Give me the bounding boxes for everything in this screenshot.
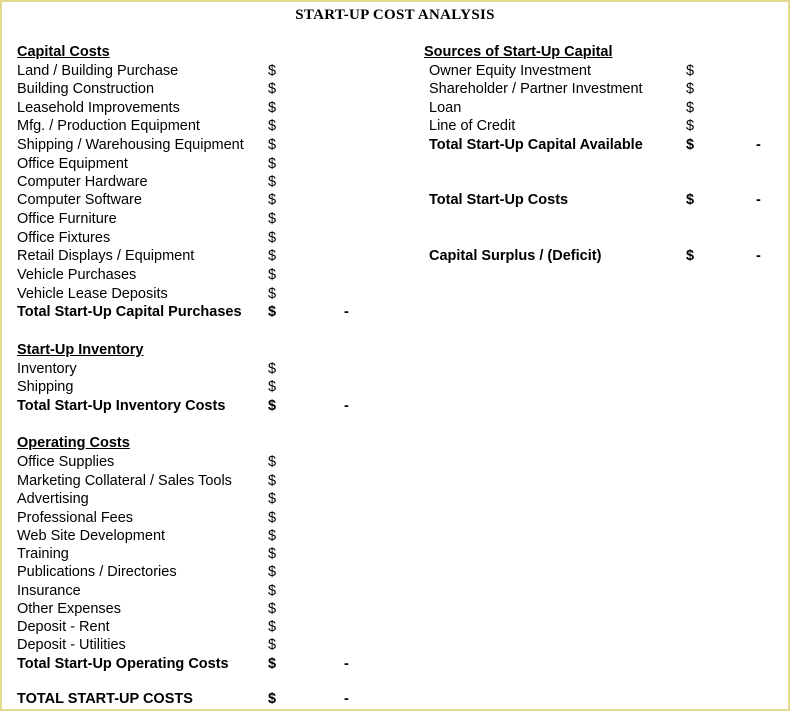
inventory-heading: Start-Up Inventory: [17, 342, 144, 358]
total-label: Total Start-Up Operating Costs: [17, 656, 229, 672]
item-label: Computer Hardware: [17, 174, 148, 190]
item-label: Shipping / Warehousing Equipment: [17, 137, 244, 153]
currency-symbol: $: [268, 583, 277, 599]
currency-symbol: $: [268, 156, 277, 172]
currency-symbol: $: [268, 637, 277, 653]
currency-symbol: $: [268, 304, 277, 320]
total-label: Total Start-Up Capital Available: [429, 137, 643, 153]
currency-symbol: $: [268, 564, 277, 580]
currency-symbol: $: [268, 546, 277, 562]
currency-symbol: $: [268, 63, 277, 79]
item-label: Training: [17, 546, 69, 562]
grand-total-value: -: [344, 691, 349, 707]
capital-costs-heading: Capital Costs: [17, 44, 110, 60]
item-label: Owner Equity Investment: [429, 63, 591, 79]
currency-symbol: $: [268, 361, 277, 377]
currency-symbol: $: [268, 211, 277, 227]
currency-symbol: $: [268, 691, 277, 707]
total-value: -: [344, 398, 349, 414]
item-label: Shareholder / Partner Investment: [429, 81, 643, 97]
item-label: Line of Credit: [429, 118, 516, 134]
currency-symbol: $: [268, 398, 277, 414]
currency-symbol: $: [268, 601, 277, 617]
item-label: Mfg. / Production Equipment: [17, 118, 200, 134]
currency-symbol: $: [686, 248, 695, 264]
currency-symbol: $: [268, 137, 277, 153]
item-label: Marketing Collateral / Sales Tools: [17, 473, 232, 489]
item-label: Inventory: [17, 361, 77, 377]
item-label: Leasehold Improvements: [17, 100, 180, 116]
item-label: Advertising: [17, 491, 89, 507]
total-value: -: [756, 192, 761, 208]
currency-symbol: $: [268, 473, 277, 489]
item-label: Other Expenses: [17, 601, 121, 617]
currency-symbol: $: [268, 379, 277, 395]
item-label: Publications / Directories: [17, 564, 177, 580]
surplus-label: Capital Surplus / (Deficit): [429, 248, 602, 264]
currency-symbol: $: [686, 118, 695, 134]
currency-symbol: $: [686, 81, 695, 97]
currency-symbol: $: [268, 267, 277, 283]
item-label: Retail Displays / Equipment: [17, 248, 195, 264]
grand-total-label: TOTAL START-UP COSTS: [17, 691, 193, 707]
currency-symbol: $: [268, 619, 277, 635]
currency-symbol: $: [268, 510, 277, 526]
item-label: Vehicle Purchases: [17, 267, 137, 283]
item-label: Shipping: [17, 379, 74, 395]
currency-symbol: $: [268, 491, 277, 507]
item-label: Vehicle Lease Deposits: [17, 286, 168, 302]
currency-symbol: $: [268, 230, 277, 246]
currency-symbol: $: [268, 286, 277, 302]
item-label: Computer Software: [17, 192, 142, 208]
currency-symbol: $: [268, 528, 277, 544]
item-label: Professional Fees: [17, 510, 134, 526]
item-label: Office Furniture: [17, 211, 117, 227]
currency-symbol: $: [268, 656, 277, 672]
total-label: Total Start-Up Costs: [429, 192, 569, 208]
currency-symbol: $: [268, 248, 277, 264]
item-label: Deposit - Utilities: [17, 637, 126, 653]
currency-symbol: $: [268, 118, 277, 134]
item-label: Deposit - Rent: [17, 619, 110, 635]
currency-symbol: $: [268, 454, 277, 470]
surplus-value: -: [756, 248, 761, 264]
total-label: Total Start-Up Capital Purchases: [17, 304, 242, 320]
item-label: Building Construction: [17, 81, 155, 97]
currency-symbol: $: [686, 137, 695, 153]
item-label: Insurance: [17, 583, 81, 599]
item-label: Office Fixtures: [17, 230, 111, 246]
item-label: Web Site Development: [17, 528, 166, 544]
item-label: Office Supplies: [17, 454, 115, 470]
total-label: Total Start-Up Inventory Costs: [17, 398, 226, 414]
sources-heading: Sources of Start-Up Capital: [424, 44, 613, 60]
item-label: Loan: [429, 100, 462, 116]
currency-symbol: $: [268, 81, 277, 97]
currency-symbol: $: [268, 100, 277, 116]
currency-symbol: $: [268, 174, 277, 190]
total-value: -: [756, 137, 761, 153]
currency-symbol: $: [686, 100, 695, 116]
currency-symbol: $: [686, 63, 695, 79]
total-value: -: [344, 304, 349, 320]
item-label: Office Equipment: [17, 156, 128, 172]
currency-symbol: $: [686, 192, 695, 208]
total-value: -: [344, 656, 349, 672]
operating-costs-heading: Operating Costs: [17, 435, 130, 451]
document-title: START-UP COST ANALYSIS: [295, 7, 495, 23]
item-label: Land / Building Purchase: [17, 63, 179, 79]
currency-symbol: $: [268, 192, 277, 208]
